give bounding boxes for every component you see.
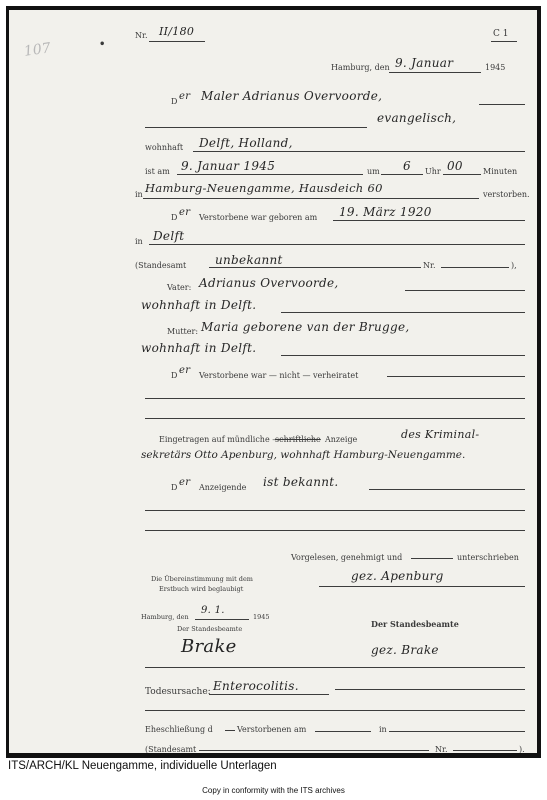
father-fill bbox=[405, 290, 525, 291]
minutes-value: 00 bbox=[447, 159, 463, 173]
birth-date-value: 19. März 1920 bbox=[339, 205, 432, 219]
marriage-label: Eheschließung d bbox=[145, 725, 213, 734]
date-value: 9. Januar bbox=[395, 56, 454, 70]
birth-date-underline bbox=[333, 220, 525, 221]
cause-underline bbox=[209, 694, 329, 695]
registered-value2: sekretärs Otto Apenburg, wohnhaft Hamburg-Neuengamme. bbox=[141, 449, 466, 461]
registrar-label: Der Standesbeamte bbox=[371, 619, 459, 629]
birth-in-label: in bbox=[135, 237, 143, 246]
death-date-underline bbox=[177, 174, 363, 175]
mother-value: Maria geborene van der Brugge, bbox=[201, 320, 410, 334]
form-code: C 1 bbox=[493, 29, 509, 39]
read-fill bbox=[411, 558, 453, 559]
registered-anzeige: Anzeige bbox=[325, 435, 358, 444]
blank-line-5 bbox=[145, 710, 525, 711]
blank-line-3 bbox=[145, 510, 525, 511]
registry-nr-label: Nr. bbox=[423, 261, 436, 270]
father-label: Vater: bbox=[167, 283, 192, 292]
place-date-label: Hamburg, den bbox=[331, 63, 390, 72]
verstorben-label: verstorben. bbox=[483, 190, 530, 199]
archive-caption: ITS/ARCH/KL Neuengamme, individuelle Unterlagen bbox=[8, 760, 277, 772]
marriage-date-fill bbox=[315, 731, 371, 732]
signature-reporter-line bbox=[319, 586, 525, 587]
mother-residence-fill bbox=[281, 355, 525, 356]
cause-fill bbox=[335, 689, 525, 690]
born-ending: er bbox=[179, 207, 191, 218]
mother-residence-value: wohnhaft in Delft. bbox=[141, 341, 257, 355]
number-label: Nr. bbox=[135, 31, 148, 40]
ist-label: ist am bbox=[145, 167, 170, 176]
reporter-label: Anzeigende bbox=[199, 483, 247, 492]
born-prefix: D bbox=[171, 213, 178, 222]
death-place-underline bbox=[143, 198, 479, 199]
date-underline bbox=[389, 72, 481, 73]
copy-date-value: 9. 1. bbox=[201, 605, 225, 616]
marriage-label2: Verstorbenen am bbox=[237, 725, 307, 734]
line2-value: evangelisch, bbox=[377, 111, 457, 125]
blank-line-4 bbox=[145, 530, 525, 531]
number-underline bbox=[149, 41, 205, 42]
copy-place-label: Hamburg, den bbox=[141, 613, 189, 621]
registrar-signature-right: gez. Brake bbox=[371, 643, 439, 657]
line2-fill bbox=[145, 127, 367, 128]
copy-year-value: 1945 bbox=[253, 613, 270, 621]
conformity-footer: Copy in conformity with the ITS archives bbox=[202, 786, 345, 795]
read-label: Vorgelesen, genehmigt und bbox=[291, 553, 403, 562]
registry-underline bbox=[209, 267, 421, 268]
in-label: in bbox=[135, 190, 143, 199]
form-code-underline bbox=[491, 41, 517, 42]
cause-value: Enterocolitis. bbox=[213, 679, 299, 693]
bottom-nr-label: Nr. bbox=[435, 745, 448, 753]
line1-ending: er bbox=[179, 91, 191, 102]
minuten-label: Minuten bbox=[483, 167, 518, 176]
minutes-underline bbox=[443, 174, 481, 175]
bottom-registry-label: (Standesamt bbox=[145, 745, 197, 753]
reporter-value: ist bekannt. bbox=[263, 475, 339, 489]
registered-value1: des Kriminal- bbox=[401, 428, 480, 441]
bottom-nr-fill bbox=[453, 750, 517, 751]
married-ending: er bbox=[179, 365, 191, 376]
married-fill bbox=[387, 376, 525, 377]
number-value: II/180 bbox=[159, 25, 195, 38]
marriage-place-fill bbox=[389, 731, 525, 732]
birth-place-underline bbox=[149, 244, 525, 245]
marriage-gender-fill bbox=[225, 730, 235, 731]
year: 1945 bbox=[485, 63, 506, 72]
line1-value: Maler Adrianus Overvoorde, bbox=[201, 89, 383, 103]
conformity-line1: Die Übereinstimmung mit dem bbox=[151, 575, 253, 583]
margin-mark: • bbox=[99, 39, 106, 50]
registry-label: (Standesamt bbox=[135, 261, 187, 270]
blank-line-2 bbox=[145, 418, 525, 419]
bottom-registry-fill bbox=[199, 750, 429, 751]
registry-close: ), bbox=[511, 261, 517, 270]
uhr-label: Uhr bbox=[425, 167, 441, 176]
residence-underline bbox=[193, 151, 525, 152]
death-place-value: Hamburg-Neuengamme, Hausdeich 60 bbox=[145, 181, 383, 195]
hour-underline bbox=[381, 174, 423, 175]
father-residence-fill bbox=[281, 312, 525, 313]
copy-date-underline bbox=[195, 619, 249, 620]
registered-struck: schriftliche bbox=[275, 435, 321, 444]
divider-line-1 bbox=[145, 667, 525, 668]
registry-nr-underline bbox=[441, 267, 509, 268]
death-date-value: 9. Januar 1945 bbox=[181, 159, 276, 173]
father-residence-value: wohnhaft in Delft. bbox=[141, 298, 257, 312]
father-value: Adrianus Overvoorde, bbox=[199, 276, 339, 290]
residence-value: Delft, Holland, bbox=[199, 136, 293, 150]
line1-fill bbox=[479, 104, 525, 105]
registered-label: Eingetragen auf mündliche — bbox=[159, 435, 281, 444]
mother-label: Mutter: bbox=[167, 327, 199, 336]
marriage-in-label: in bbox=[379, 725, 387, 734]
married-label: Verstorbene war — nicht — verheiratet bbox=[199, 371, 359, 380]
registry-value: unbekannt bbox=[215, 253, 283, 267]
cause-label: Todesursache: bbox=[145, 687, 211, 697]
bottom-close: ). bbox=[519, 745, 525, 753]
um-label: um bbox=[367, 167, 380, 176]
reporter-prefix: D bbox=[171, 483, 178, 492]
reporter-fill bbox=[369, 489, 525, 490]
hour-value: 6 bbox=[403, 159, 411, 173]
conformity-line2: Erstbuch wird beglaubigt bbox=[159, 585, 244, 593]
signature-reporter: gez. Apenburg bbox=[351, 569, 444, 583]
married-prefix: D bbox=[171, 371, 178, 380]
signed-label: unterschrieben bbox=[457, 553, 519, 562]
registrar-small-label: Der Standesbeamte bbox=[177, 625, 243, 633]
birth-place-value: Delft bbox=[153, 229, 185, 243]
residence-label: wohnhaft bbox=[145, 143, 184, 152]
pencil-mark: 107 bbox=[23, 40, 52, 60]
born-label: Verstorbene war geboren am bbox=[199, 213, 318, 222]
document-paper bbox=[9, 10, 537, 753]
blank-line-1 bbox=[145, 398, 525, 399]
registrar-signature-left: Brake bbox=[181, 636, 237, 657]
reporter-ending: er bbox=[179, 477, 191, 488]
line1-prefix: D bbox=[171, 97, 178, 106]
